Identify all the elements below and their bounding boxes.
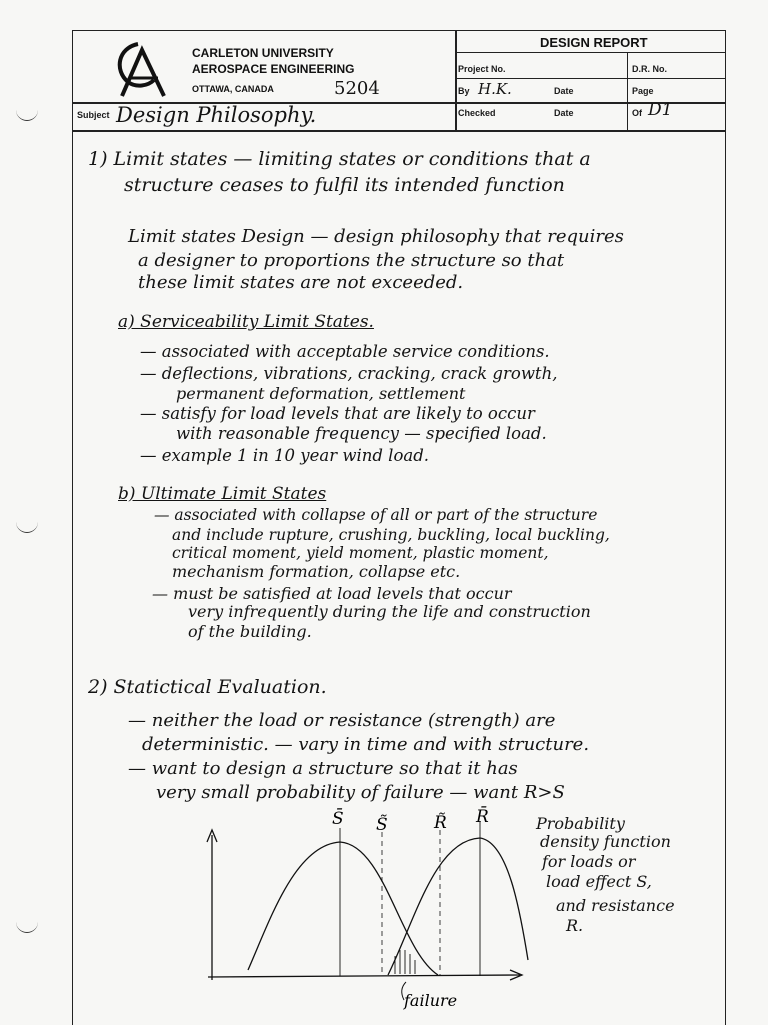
section-2-line-2: deterministic. — vary in time and with structure.	[142, 734, 590, 755]
section-2-line-4: very small probability of failure — want R>S	[156, 782, 565, 803]
header-divider	[455, 78, 725, 79]
serviceability-bullet-3: — satisfy for load levels that are likely to occur	[140, 404, 535, 423]
x-axis	[208, 975, 520, 977]
caption-line-1: Probability	[536, 814, 625, 833]
by-label: By	[458, 86, 470, 96]
section-1-line-1: 1) Limit states — limiting states or conditions that a	[88, 148, 591, 170]
serviceability-bullet-1: — associated with acceptable service conditions.	[140, 342, 550, 361]
header-divider	[455, 52, 725, 53]
org-location: OTTAWA, CANADA	[192, 84, 274, 94]
binder-hole-mark	[16, 520, 38, 533]
subject-label: Subject	[77, 110, 110, 120]
probability-density-sketch	[190, 800, 530, 1020]
section-1-line-2: structure ceases to fulfil its intended function	[124, 174, 565, 196]
caption-line-5: and resistance	[556, 896, 675, 915]
course-number: 5204	[334, 78, 380, 99]
lsd-line-1: Limit states Design — design philosophy that requires	[128, 226, 624, 247]
caption-line-4: load effect S,	[546, 872, 652, 891]
subject-rule	[72, 130, 726, 132]
caption-line-3: for loads or	[542, 852, 636, 871]
report-title: DESIGN REPORT	[540, 35, 648, 50]
dr-no-label: D.R. No.	[632, 64, 667, 74]
ultimate-bullet-2-cont-2: of the building.	[188, 622, 312, 641]
label-nominal-resistance: R̃	[434, 813, 447, 833]
of-label: Of	[632, 108, 642, 118]
serviceability-bullet-2-cont: permanent deformation, settlement	[176, 384, 466, 403]
lsd-line-2: a designer to proportions the structure so that	[138, 250, 565, 271]
checked-label: Checked	[458, 108, 496, 118]
header-divider	[455, 30, 457, 130]
by-value: H.K.	[478, 80, 512, 98]
ultimate-bullet-1-cont-3: mechanism formation, collapse etc.	[172, 562, 461, 581]
lsd-line-3: these limit states are not exceeded.	[138, 272, 464, 293]
date-label: Date	[554, 86, 574, 96]
section-2-heading: 2) Statictical Evaluation.	[88, 676, 327, 698]
serviceability-bullet-2: — deflections, vibrations, cracking, crack growth,	[140, 364, 558, 383]
ultimate-bullet-2-cont-1: very infrequently during the life and construction	[188, 602, 591, 621]
load-density-curve	[248, 842, 438, 975]
org-department: AEROSPACE ENGINEERING	[192, 62, 355, 76]
org-name: CARLETON UNIVERSITY	[192, 46, 334, 60]
ultimate-bullet-2: — must be satisfied at load levels that occur	[152, 584, 512, 603]
university-logo	[108, 40, 180, 100]
binder-hole-mark	[16, 108, 38, 121]
caption-line-6: R.	[566, 916, 584, 935]
label-nominal-load: S̃	[376, 815, 388, 835]
ultimate-heading: b) Ultimate Limit States	[118, 484, 327, 504]
header-divider	[627, 52, 628, 130]
date-label-2: Date	[554, 108, 574, 118]
ultimate-bullet-1-cont-2: critical moment, yield moment, plastic moment,	[172, 544, 549, 562]
failure-label: failure	[404, 991, 458, 1010]
ultimate-bullet-1-cont-1: and include rupture, crushing, buckling, local buckling,	[172, 526, 610, 544]
page-label: Page	[632, 86, 654, 96]
resistance-density-curve	[388, 838, 528, 975]
label-mean-resistance: R̄	[476, 807, 489, 827]
of-value: D1	[648, 100, 673, 120]
serviceability-heading: a) Serviceability Limit States.	[118, 312, 374, 332]
section-2-line-3: — want to design a structure so that it has	[128, 758, 518, 779]
serviceability-bullet-4: — example 1 in 10 year wind load.	[140, 446, 430, 465]
subject-value: Design Philosophy.	[116, 103, 317, 127]
section-2-line-1: — neither the load or resistance (strength) are	[128, 710, 556, 731]
serviceability-bullet-3-cont: with reasonable frequency — specified load.	[176, 424, 547, 443]
binder-hole-mark	[16, 920, 38, 933]
caption-line-2: density function	[540, 832, 671, 851]
project-no-label: Project No.	[458, 64, 506, 74]
label-mean-load: S̄	[332, 809, 344, 829]
ultimate-bullet-1: — associated with collapse of all or part of the structure	[154, 506, 598, 524]
